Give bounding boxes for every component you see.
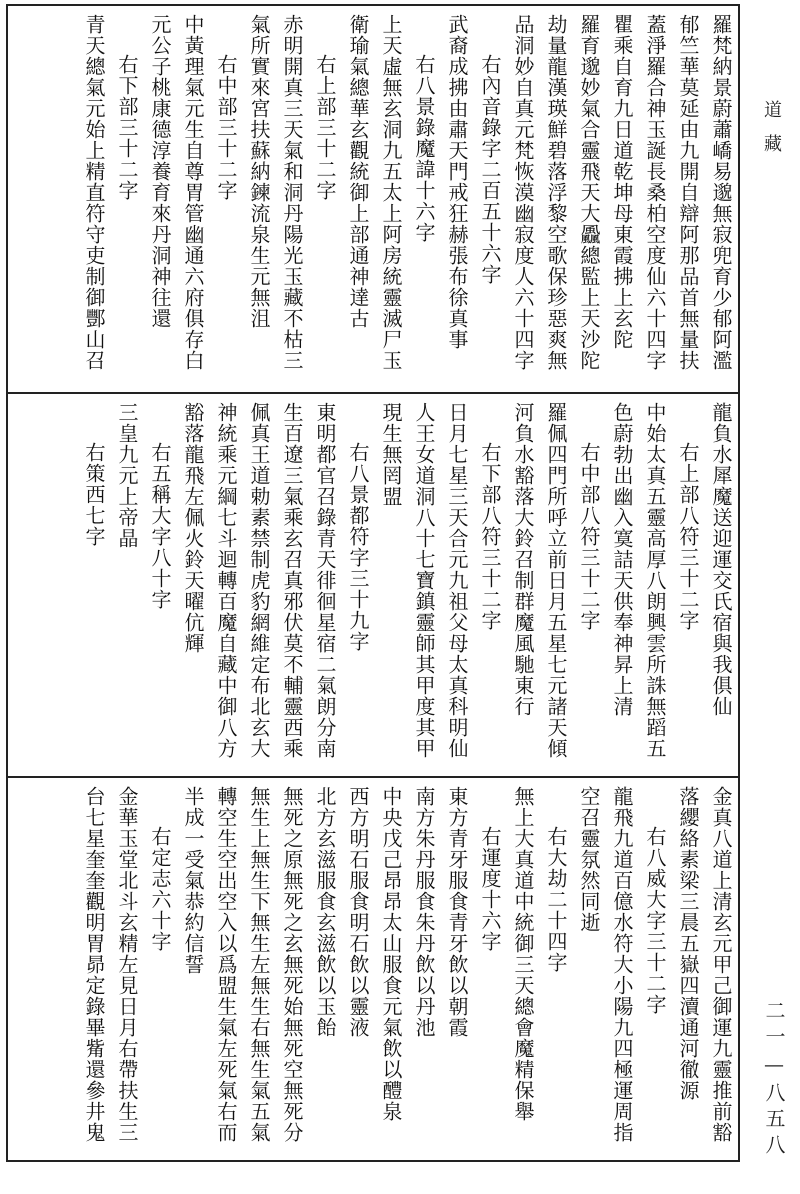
text-column: 西方明石服食明石飲以靈液 — [346, 786, 370, 1038]
text-column: 羅育邈妙氣合靈飛天大飍總監上天沙陀 — [577, 14, 601, 371]
text-column: 日月七星三天合元九祖父母太真科明仙 — [445, 402, 469, 759]
text-column: 中央戊己昂昂太山服食元氣飲以醴泉 — [379, 786, 403, 1122]
text-column: 豁落龍飛左佩火鈴天曜伉輝 — [181, 402, 205, 654]
text-column: 金真八道上清玄元甲己御運九靈推前豁 — [709, 786, 733, 1143]
text-column: 蓋淨羅合神玉誕長桑柏空度仙六十四字 — [643, 14, 667, 371]
section-caption: 右八景錄魔諱十六字 — [412, 54, 436, 243]
text-column: 氣所實來宮扶蘇納鍊流泉生元無沮 — [247, 14, 271, 329]
text-column: 東明都官召錄青天徘徊星宿二氣朗分南 — [313, 402, 337, 759]
text-column: 郁竺華莫延由九開自辯阿那品首無量扶 — [676, 14, 700, 371]
text-column: 半成一受氣恭約信誓 — [181, 786, 205, 975]
section-caption: 右上部八符三十二字 — [676, 442, 700, 631]
section-caption: 右內音錄字二百五十六字 — [478, 54, 502, 285]
section-caption: 右上部三十二字 — [313, 54, 337, 201]
text-column: 色蔚勃出幽入寞詰天供奉神昇上清 — [610, 402, 634, 717]
text-column: 無死之原無死之玄無死始無死空無死分 — [280, 786, 304, 1143]
text-column: 元公子桃康德淳養育來丹洞神往還 — [148, 14, 172, 329]
section-divider-2 — [6, 776, 740, 778]
section-caption: 右下部三十二字 — [115, 54, 139, 201]
text-column: 品洞妙自真元梵恢漠幽寂度人六十四字 — [511, 14, 535, 371]
text-column: 生百遼三氣乘玄召真邪伏莫不輔靈西乘 — [280, 402, 304, 759]
section-caption: 右五稱大字八十字 — [148, 442, 172, 610]
text-column: 東方青牙服食青牙飲以朝霞 — [445, 786, 469, 1038]
page-number: 二一—八五八 — [762, 1000, 786, 1160]
text-panel-middle — [40, 402, 734, 768]
text-column: 龍負水犀魔送迎運交氏宿與我俱仙 — [709, 402, 733, 717]
text-column: 龍飛九道百億水符大小陽九四極運周指 — [610, 786, 634, 1143]
text-column: 人王女道洞八十七寶鎮靈師其甲度其甲 — [412, 402, 436, 759]
text-column: 轉空生空出空入以爲盟生氣左死氣右而 — [214, 786, 238, 1143]
text-column: 武裔成拂由肅天門戒狂赫張布徐真事 — [445, 14, 469, 350]
section-caption: 右中部三十二字 — [214, 54, 238, 201]
text-column: 青天總氣元始上精直符守吏制御酆山召 — [82, 14, 106, 371]
text-column: 劫量龍漢瑛鮮碧落浮黎空歌保珍惡爽無 — [544, 14, 568, 371]
section-caption: 右下部八符三十二字 — [478, 442, 502, 631]
text-panel-top — [40, 14, 734, 384]
text-column: 衛瑜氣總華玄觀統御上部通神達古 — [346, 14, 370, 329]
text-column: 北方玄滋服食玄滋飲以玉飴 — [313, 786, 337, 1038]
text-column: 三皇九元上帝晶 — [115, 402, 139, 549]
text-column: 台七星奎奎觀明胃昴定錄畢觜還參井鬼 — [82, 786, 106, 1143]
section-caption: 右定志六十字 — [148, 826, 172, 952]
text-column: 無上大真道中統御三天總會魔精保舉 — [511, 786, 535, 1122]
section-caption: 右大劫二十四字 — [544, 826, 568, 973]
text-column: 河負水豁落大鈴召制群魔風馳東行 — [511, 402, 535, 717]
text-column: 現生無罔盟 — [379, 402, 403, 507]
section-caption: 右運度十六字 — [478, 826, 502, 952]
section-caption: 右策西七字 — [82, 442, 106, 547]
text-column: 南方朱丹服食朱丹飲以丹池 — [412, 786, 436, 1038]
text-column: 無生上無生下無生左無生右無生氣五氣 — [247, 786, 271, 1143]
text-column: 金華玉堂北斗玄精左見日月右帶扶生三 — [115, 786, 139, 1143]
section-caption: 右中部八符三十二字 — [577, 442, 601, 631]
book-title: 道藏 — [761, 100, 782, 168]
text-column: 神統乘元綱七斗迴轉百魔自藏中御八方 — [214, 402, 238, 759]
text-column: 赤明開真三天氣和洞丹陽光玉藏不枯三 — [280, 14, 304, 371]
text-column: 羅佩四門所呼立前日月五星七元諸天傾 — [544, 402, 568, 759]
text-column: 中始太真五靈高厚八朗興雲所誅無蹈五 — [643, 402, 667, 759]
section-caption: 右八景都符字三十九字 — [346, 442, 370, 652]
text-column: 空召靈氛然同逝 — [577, 786, 601, 933]
text-column: 中黃理氣元生自尊胃管幽通六府俱存白 — [181, 14, 205, 371]
text-column: 羅梵納景蔚蕭嶠易邈無寂兜育少郁阿濫 — [709, 14, 733, 371]
text-column: 佩真王道勅素禁制虎豹網維定布北玄大 — [247, 402, 271, 759]
text-column: 落纓絡素梁三晨五嶽四瀆通河徹源 — [676, 786, 700, 1101]
text-column: 上天虛無玄洞九五太上阿房統靈滅尸玉 — [379, 14, 403, 371]
section-caption: 右八威大字三十二字 — [643, 826, 667, 1015]
text-column: 瞿乘自育九日道乾坤母東霞拂上玄陀 — [610, 14, 634, 350]
text-panel-bottom — [40, 786, 734, 1154]
